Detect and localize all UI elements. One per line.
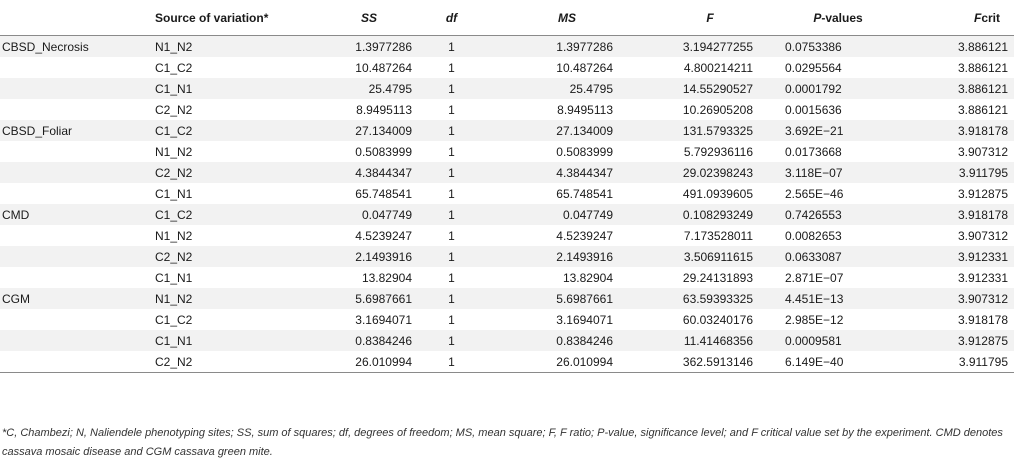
header-p-rest: -values bbox=[821, 10, 863, 25]
table-row bbox=[0, 309, 1014, 330]
cell-ss: 27.134009 bbox=[274, 120, 424, 141]
cell-ms: 26.010994 bbox=[479, 351, 625, 373]
cell-fcrit: 3.911795 bbox=[901, 162, 1014, 183]
cell-df: 1 bbox=[424, 309, 479, 330]
cell-group bbox=[0, 99, 154, 120]
cell-fcrit: 3.918178 bbox=[901, 204, 1014, 225]
cell-ms: 1.3977286 bbox=[479, 36, 625, 58]
cell-p-value: 2.871E−07 bbox=[775, 267, 901, 288]
table-footnote: *C, Chambezi; N, Naliendele phenotyping sites; SS, sum of squares; df, degrees of freedom; MS, mean square; F, F ratio; P-value, significance level; and F critical value set by the experiment. CMD denotes cassava mosaic disease and CGM cassava green mite. bbox=[2, 427, 1003, 458]
cell-source: N1_N2 bbox=[154, 288, 274, 309]
cell-group bbox=[0, 225, 154, 246]
cell-f: 4.800214211 bbox=[625, 57, 775, 78]
cell-p-value: 2.985E−12 bbox=[775, 309, 901, 330]
cell-group bbox=[0, 162, 154, 183]
table-row bbox=[0, 57, 1014, 78]
cell-ms: 2.1493916 bbox=[479, 246, 625, 267]
cell-fcrit: 3.912875 bbox=[901, 183, 1014, 204]
cell-source: C1_N1 bbox=[154, 78, 274, 99]
cell-source: C1_C2 bbox=[154, 120, 274, 141]
cell-fcrit: 3.886121 bbox=[901, 99, 1014, 120]
cell-f: 14.55290527 bbox=[625, 78, 775, 99]
cell-group: CBSD_Foliar bbox=[0, 120, 154, 141]
cell-p-value: 4.451E−13 bbox=[775, 288, 901, 309]
cell-source: C2_N2 bbox=[154, 162, 274, 183]
cell-ss: 0.5083999 bbox=[274, 141, 424, 162]
cell-source: C1_C2 bbox=[154, 57, 274, 78]
cell-fcrit: 3.907312 bbox=[901, 141, 1014, 162]
table-header bbox=[0, 0, 1014, 36]
cell-df: 1 bbox=[424, 225, 479, 246]
cell-ss: 1.3977286 bbox=[274, 36, 424, 58]
cell-group bbox=[0, 267, 154, 288]
header-ms bbox=[479, 0, 625, 36]
cell-f: 362.5913146 bbox=[625, 351, 775, 373]
cell-ss: 4.3844347 bbox=[274, 162, 424, 183]
cell-df: 1 bbox=[424, 162, 479, 183]
cell-source: C1_N1 bbox=[154, 267, 274, 288]
cell-fcrit: 3.886121 bbox=[901, 57, 1014, 78]
cell-df: 1 bbox=[424, 288, 479, 309]
cell-source: C2_N2 bbox=[154, 351, 274, 373]
cell-f: 491.0939605 bbox=[625, 183, 775, 204]
cell-f: 7.173528011 bbox=[625, 225, 775, 246]
cell-source: C2_N2 bbox=[154, 246, 274, 267]
cell-ss: 10.487264 bbox=[274, 57, 424, 78]
cell-p-value: 0.0633087 bbox=[775, 246, 901, 267]
cell-p-value: 3.692E−21 bbox=[775, 120, 901, 141]
cell-f: 60.03240176 bbox=[625, 309, 775, 330]
cell-f: 11.41468356 bbox=[625, 330, 775, 351]
cell-ms: 27.134009 bbox=[479, 120, 625, 141]
cell-ss: 2.1493916 bbox=[274, 246, 424, 267]
cell-source: N1_N2 bbox=[154, 36, 274, 58]
cell-p-value: 0.0009581 bbox=[775, 330, 901, 351]
cell-fcrit: 3.918178 bbox=[901, 120, 1014, 141]
cell-ms: 3.1694071 bbox=[479, 309, 625, 330]
cell-df: 1 bbox=[424, 330, 479, 351]
table-row bbox=[0, 204, 1014, 225]
cell-ms: 4.5239247 bbox=[479, 225, 625, 246]
cell-f: 29.24131893 bbox=[625, 267, 775, 288]
cell-ss: 65.748541 bbox=[274, 183, 424, 204]
cell-ss: 13.82904 bbox=[274, 267, 424, 288]
cell-fcrit: 3.907312 bbox=[901, 225, 1014, 246]
table-row bbox=[0, 351, 1014, 373]
cell-df: 1 bbox=[424, 204, 479, 225]
cell-ss: 3.1694071 bbox=[274, 309, 424, 330]
cell-source: C1_N1 bbox=[154, 183, 274, 204]
cell-df: 1 bbox=[424, 99, 479, 120]
table-row bbox=[0, 141, 1014, 162]
cell-group bbox=[0, 330, 154, 351]
cell-ss: 25.4795 bbox=[274, 78, 424, 99]
cell-source: N1_N2 bbox=[154, 141, 274, 162]
cell-source: N1_N2 bbox=[154, 225, 274, 246]
cell-p-value: 0.7426553 bbox=[775, 204, 901, 225]
header-p-italic: P bbox=[813, 10, 822, 25]
cell-ms: 65.748541 bbox=[479, 183, 625, 204]
header-source-of-variation: Source of variation* bbox=[154, 0, 274, 36]
cell-ss: 4.5239247 bbox=[274, 225, 424, 246]
table-body bbox=[0, 36, 1014, 373]
table-row bbox=[0, 36, 1014, 58]
cell-ms: 25.4795 bbox=[479, 78, 625, 99]
table-row bbox=[0, 288, 1014, 309]
cell-ms: 4.3844347 bbox=[479, 162, 625, 183]
table-row bbox=[0, 99, 1014, 120]
cell-ms: 0.047749 bbox=[479, 204, 625, 225]
cell-p-value: 0.0753386 bbox=[775, 36, 901, 58]
cell-group: CBSD_Necrosis bbox=[0, 36, 154, 58]
cell-df: 1 bbox=[424, 57, 479, 78]
cell-group bbox=[0, 309, 154, 330]
cell-p-value: 0.0082653 bbox=[775, 225, 901, 246]
cell-fcrit: 3.912331 bbox=[901, 267, 1014, 288]
cell-fcrit: 3.918178 bbox=[901, 309, 1014, 330]
table-row bbox=[0, 183, 1014, 204]
cell-ms: 10.487264 bbox=[479, 57, 625, 78]
header-p-values bbox=[775, 0, 901, 36]
table-row bbox=[0, 225, 1014, 246]
cell-ss: 0.8384246 bbox=[274, 330, 424, 351]
cell-group bbox=[0, 57, 154, 78]
cell-p-value: 0.0001792 bbox=[775, 78, 901, 99]
cell-ss: 26.010994 bbox=[274, 351, 424, 373]
header-fcrit bbox=[901, 0, 1014, 36]
cell-p-value: 0.0295564 bbox=[775, 57, 901, 78]
cell-group bbox=[0, 246, 154, 267]
header-ss-text: SS bbox=[360, 10, 377, 25]
cell-source: C1_C2 bbox=[154, 309, 274, 330]
cell-df: 1 bbox=[424, 36, 479, 58]
cell-ss: 5.6987661 bbox=[274, 288, 424, 309]
cell-source: C2_N2 bbox=[154, 99, 274, 120]
cell-df: 1 bbox=[424, 120, 479, 141]
cell-group bbox=[0, 183, 154, 204]
cell-f: 131.5793325 bbox=[625, 120, 775, 141]
table-row bbox=[0, 246, 1014, 267]
cell-f: 10.26905208 bbox=[625, 99, 775, 120]
header-f-text: F bbox=[706, 10, 714, 25]
cell-fcrit: 3.912875 bbox=[901, 330, 1014, 351]
cell-group bbox=[0, 351, 154, 373]
cell-group: CGM bbox=[0, 288, 154, 309]
cell-ms: 0.5083999 bbox=[479, 141, 625, 162]
cell-group: CMD bbox=[0, 204, 154, 225]
header-f bbox=[625, 0, 775, 36]
cell-p-value: 2.565E−46 bbox=[775, 183, 901, 204]
cell-group bbox=[0, 141, 154, 162]
header-df-text: df bbox=[445, 10, 458, 25]
cell-p-value: 0.0015636 bbox=[775, 99, 901, 120]
table-row bbox=[0, 78, 1014, 99]
header-ss bbox=[274, 0, 424, 36]
cell-ms: 8.9495113 bbox=[479, 99, 625, 120]
cell-df: 1 bbox=[424, 246, 479, 267]
cell-ss: 8.9495113 bbox=[274, 99, 424, 120]
cell-fcrit: 3.886121 bbox=[901, 36, 1014, 58]
table-row bbox=[0, 330, 1014, 351]
header-ms-text: MS bbox=[558, 10, 576, 25]
cell-df: 1 bbox=[424, 141, 479, 162]
cell-p-value: 6.149E−40 bbox=[775, 351, 901, 373]
header-group bbox=[0, 0, 154, 36]
cell-f: 63.59393325 bbox=[625, 288, 775, 309]
cell-df: 1 bbox=[424, 351, 479, 373]
cell-df: 1 bbox=[424, 183, 479, 204]
table-row bbox=[0, 267, 1014, 288]
cell-p-value: 3.118E−07 bbox=[775, 162, 901, 183]
table-row bbox=[0, 162, 1014, 183]
cell-fcrit: 3.911795 bbox=[901, 351, 1014, 373]
cell-ss: 0.047749 bbox=[274, 204, 424, 225]
cell-ms: 5.6987661 bbox=[479, 288, 625, 309]
cell-p-value: 0.0173668 bbox=[775, 141, 901, 162]
cell-f: 29.02398243 bbox=[625, 162, 775, 183]
cell-df: 1 bbox=[424, 78, 479, 99]
cell-fcrit: 3.912331 bbox=[901, 246, 1014, 267]
cell-group bbox=[0, 78, 154, 99]
cell-f: 3.194277255 bbox=[625, 36, 775, 58]
header-fcrit-rest: crit bbox=[981, 10, 1000, 25]
cell-f: 5.792936116 bbox=[625, 141, 775, 162]
cell-fcrit: 3.886121 bbox=[901, 78, 1014, 99]
cell-f: 0.108293249 bbox=[625, 204, 775, 225]
cell-df: 1 bbox=[424, 267, 479, 288]
cell-source: C1_N1 bbox=[154, 330, 274, 351]
table-row bbox=[0, 120, 1014, 141]
cell-fcrit: 3.907312 bbox=[901, 288, 1014, 309]
cell-f: 3.506911615 bbox=[625, 246, 775, 267]
cell-ms: 13.82904 bbox=[479, 267, 625, 288]
header-row bbox=[0, 0, 1014, 36]
cell-source: C1_C2 bbox=[154, 204, 274, 225]
header-fcrit-italic: F bbox=[973, 10, 982, 25]
cell-ms: 0.8384246 bbox=[479, 330, 625, 351]
header-df bbox=[424, 0, 479, 36]
